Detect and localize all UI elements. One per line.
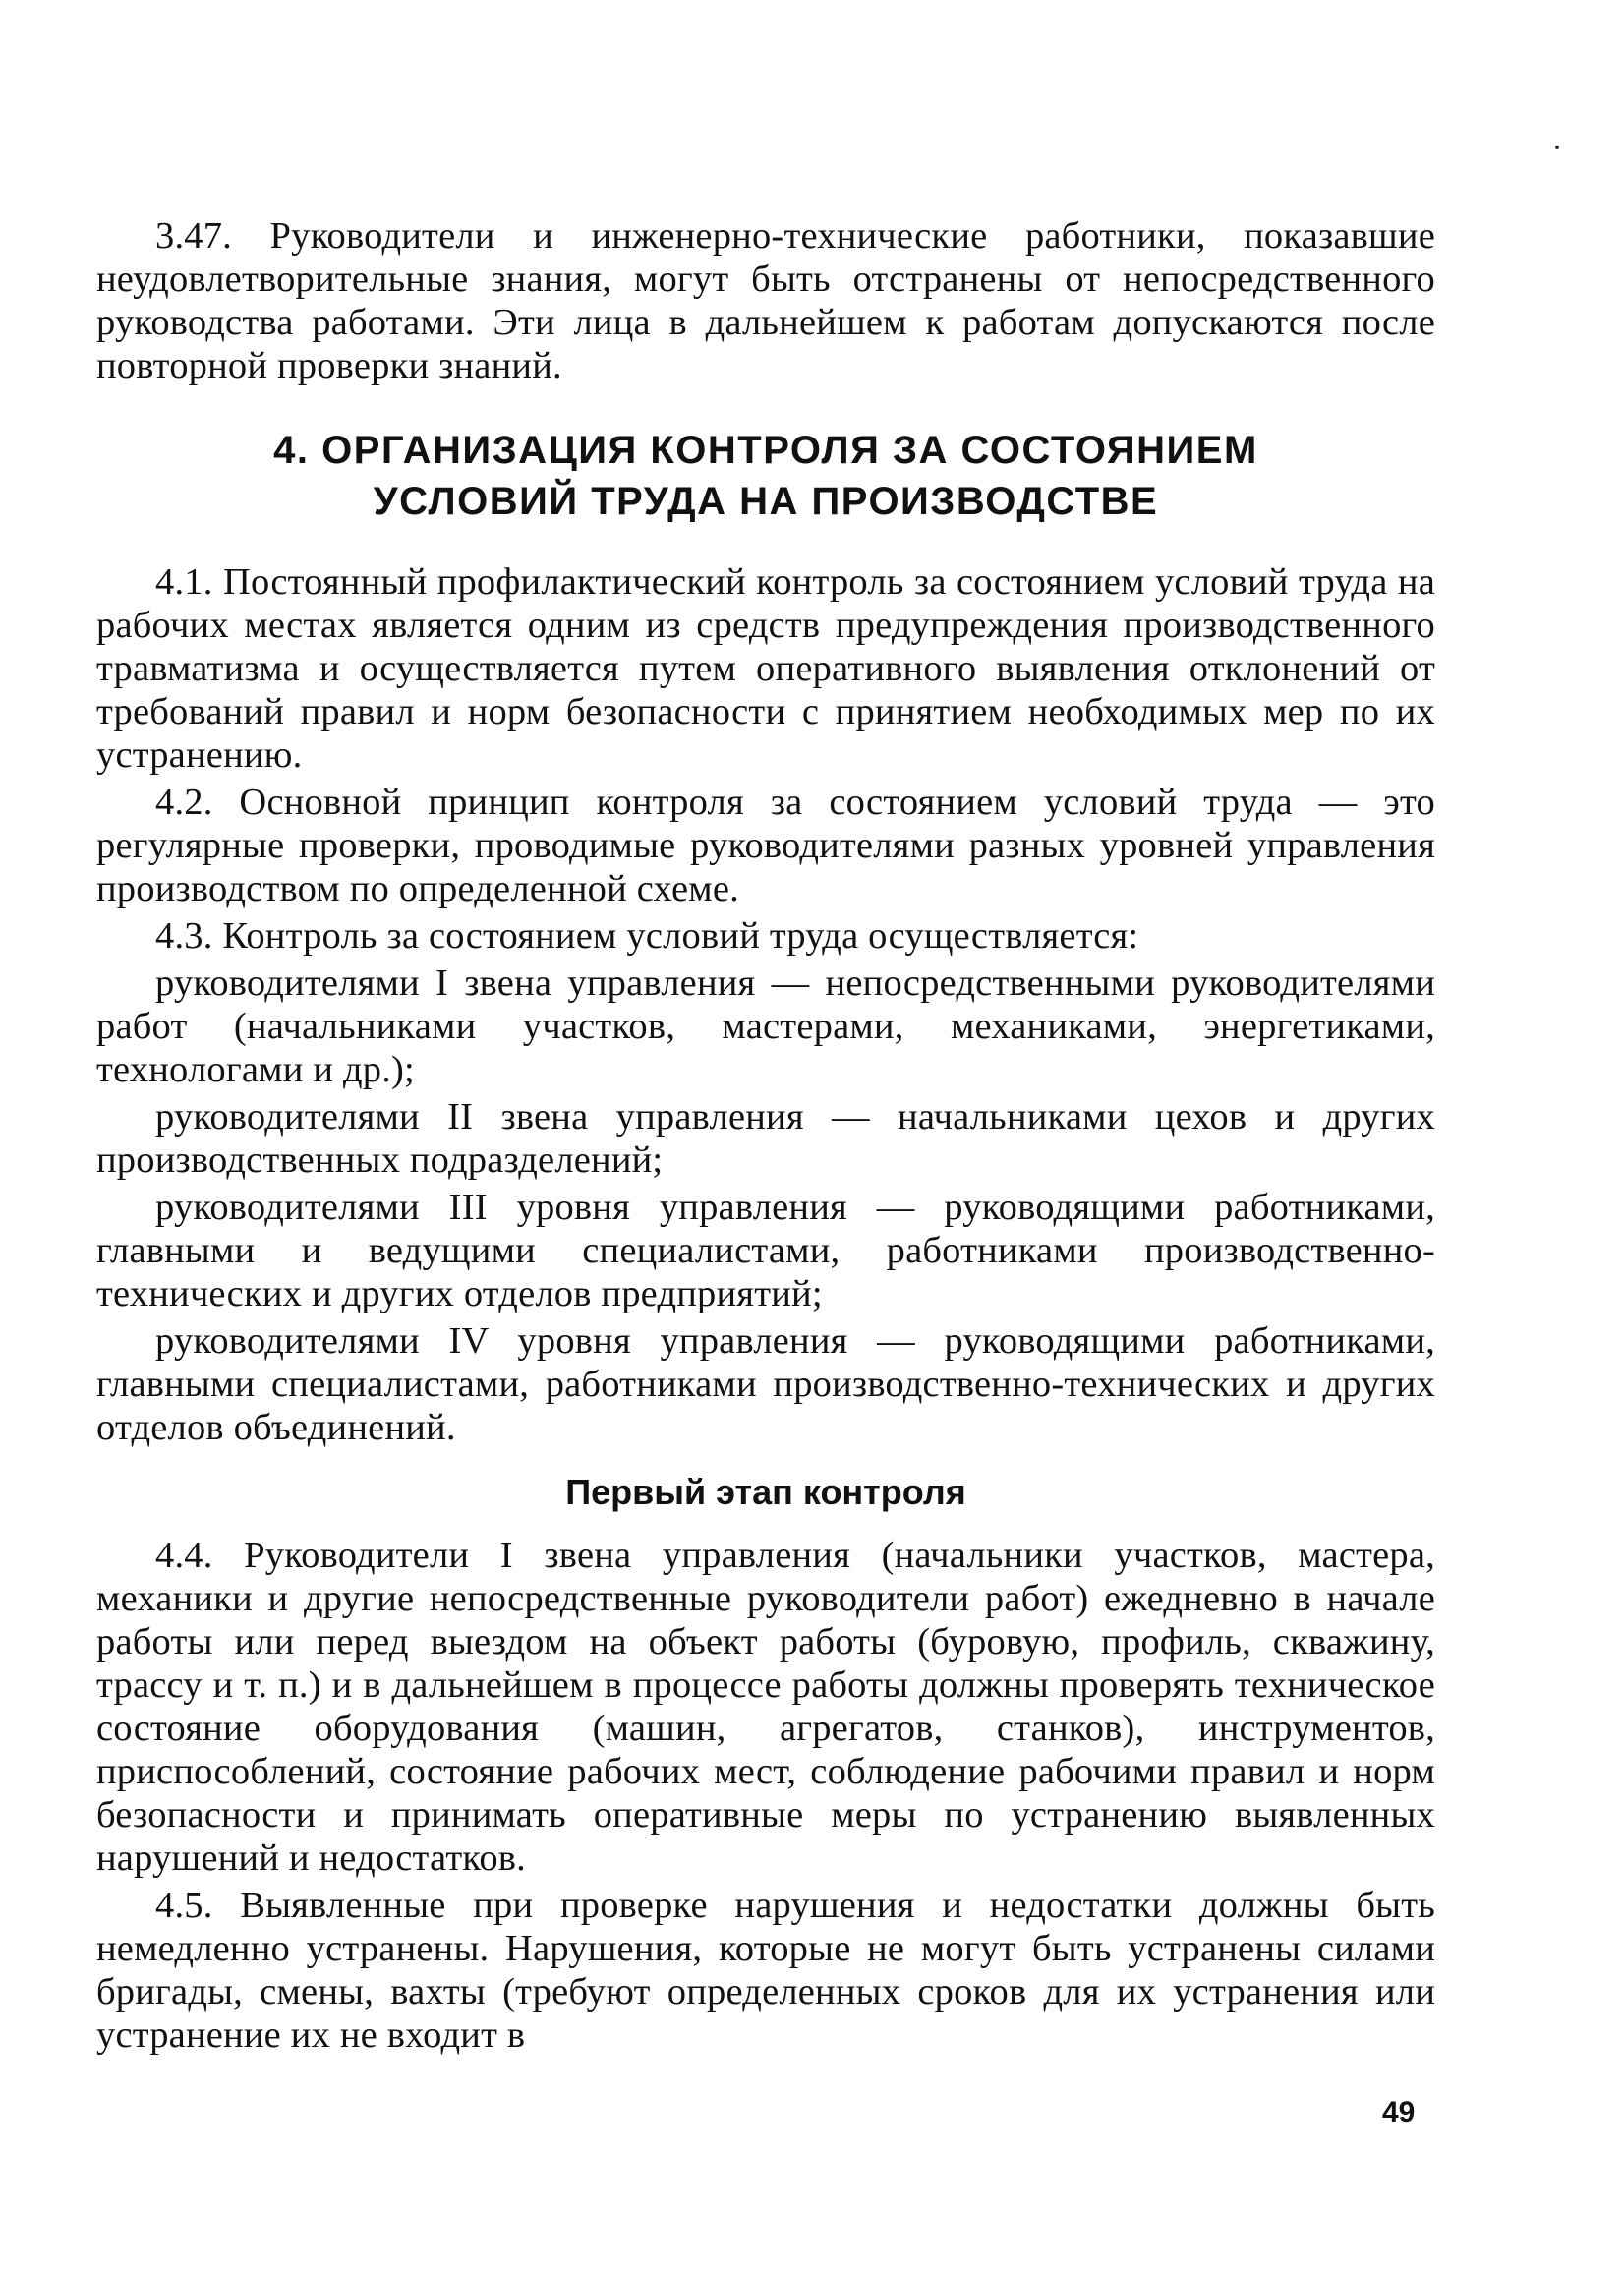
scan-speck (1555, 146, 1559, 149)
section-heading-line-2: УСЛОВИЙ ТРУДА НА ПРОИЗВОДСТВЕ (373, 480, 1159, 523)
section-heading-line-1: 4. ОРГАНИЗАЦИЯ КОНТРОЛЯ ЗА СОСТОЯНИЕМ (273, 429, 1258, 472)
subsection-title: Первый этап контроля (565, 1472, 966, 1512)
paragraph-4-5: 4.5. Выявленные при проверке нарушения и недостатки должны быть немедленно устранены. Нарушения, которые не могут быть устранены силами бригады, смены, вахты (требуют определенных сроков для их устранения или устранение их не входит в (96, 1885, 1435, 2056)
document-page (96, 214, 1435, 2061)
paragraph-4-3: 4.3. Контроль за состоянием условий труда осуществляется: (155, 915, 1139, 957)
page-number: 49 (1382, 2096, 1416, 2129)
paragraph-level-4: руководителями IV уровня управления — руководящими работниками, главными специалистами, работниками производственно-технических и других отделов объединений. (96, 1320, 1435, 1448)
paragraph-4-1: 4.1. Постоянный профилактический контроль за состоянием условий труда на рабочих местах является одним из средств предупреждения производственного травматизма и осуществляется путем оперативного выявления отклонений от требований правил и норм безопасности с принятием необходимых мер по их устранению. (96, 561, 1435, 776)
paragraph-level-2: руководителями II звена управления — начальниками цехов и других производственных подразделений; (96, 1096, 1435, 1181)
paragraph-4-2: 4.2. Основной принцип контроля за состоянием условий труда — это регулярные проверки, проводимые руководителями разных уровней управления производством по определенной схеме. (96, 782, 1435, 909)
paragraph-4-4: 4.4. Руководители I звена управления (начальники участков, мастера, механики и другие непосредственные руководители работ) ежедневно в начале работы или перед выездом на объект работы (буровую, профиль, скважину, трассу и т. п.) и в дальнейшем в процессе работы должны проверять техническое состояние оборудования (машин, агрегатов, станков), инструментов, приспособлений, состояние рабочих мест, соблюдение рабочими правил и норм безопасности и принимать оперативные меры по устранению выявленных нарушений и недостатков. (96, 1535, 1435, 1879)
section-heading (96, 425, 1435, 527)
paragraph-level-1: руководителями I звена управления — непосредственными руководителями работ (начальниками участков, мастерами, механиками, энергетиками, технологами и др.); (96, 963, 1435, 1090)
paragraph-3-47: 3.47. Руководители и инженерно-технические работники, показавшие неудовлетворительные знания, могут быть отстранены от непосредственного руководства работами. Эти лица в дальнейшем к работам допускаются после повторной проверки знаний. (96, 215, 1435, 386)
paragraph-level-3: руководителями III уровня управления — руководящими работниками, главными и ведущими специалистами, работниками производственно-технических и других отделов предприятий; (96, 1187, 1435, 1314)
